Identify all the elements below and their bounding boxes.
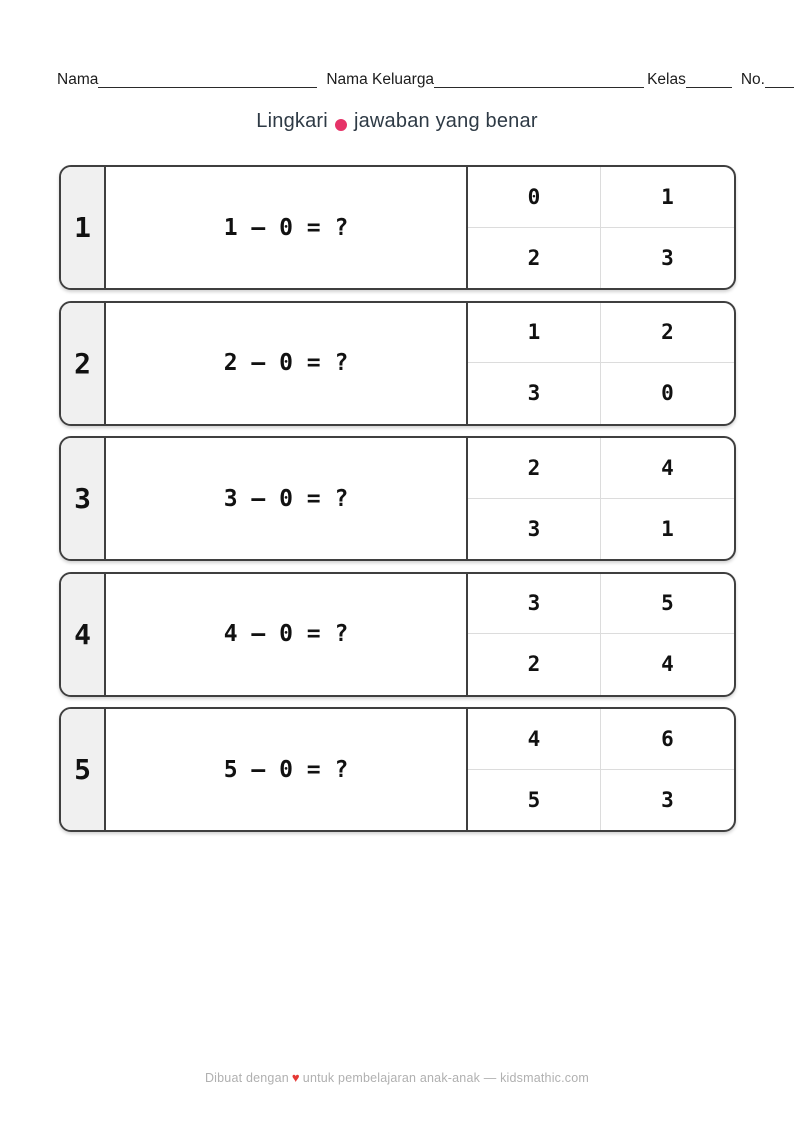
answer-cell: 4: [601, 438, 734, 499]
title-prefix: Lingkari: [256, 110, 328, 132]
no-fill-line: [765, 78, 794, 88]
problem-number: 3: [61, 438, 106, 559]
problem-question: 2 – 0 = ?: [223, 350, 349, 376]
answer-cell: 2: [468, 438, 601, 499]
answer-cell: 4: [661, 652, 674, 677]
answer-cell: 2: [468, 228, 601, 289]
footer-prefix: Dibuat dengan: [204, 1071, 289, 1085]
heart-icon: ♥: [291, 1070, 300, 1085]
circle-icon: [335, 119, 347, 131]
problem-number: 4: [61, 574, 106, 695]
footer-note: [0, 1070, 794, 1085]
problem-question: 3 – 0 = ?: [223, 485, 349, 512]
no-label: No.: [740, 71, 765, 89]
problem-card-5: [59, 707, 736, 832]
answer-cell: 3: [468, 499, 601, 560]
problem-number: 1: [61, 167, 106, 288]
problem-number: 2: [61, 303, 106, 424]
answer-cell: 4: [468, 709, 601, 770]
answer-cell: 3: [468, 363, 601, 424]
answer-cell: 0: [468, 167, 601, 228]
footer-suffix: untuk pembelajaran anak-anak — kidsmathic.com: [302, 1071, 590, 1085]
problem-question: 4 – 0 = ?: [223, 621, 349, 647]
problem-card-2: [59, 301, 736, 426]
answer-cell: 1: [468, 303, 601, 364]
name-fields-header: [57, 64, 794, 90]
answer-cell: 0: [661, 381, 674, 406]
title-suffix: jawaban yang benar: [353, 110, 538, 132]
answer-grid: [466, 303, 734, 424]
problem-number: 5: [61, 709, 106, 830]
kelas-fill-line: [686, 78, 732, 88]
answer-cell: 3: [661, 787, 674, 812]
problem-card-3: [59, 436, 736, 561]
problem-list: [59, 165, 736, 832]
nama-label: Nama: [57, 71, 99, 89]
answer-cell: 5: [601, 574, 734, 635]
nama-keluarga-label: Nama Keluarga: [326, 71, 435, 89]
answer-grid: [466, 167, 734, 288]
answer-cell: 6: [601, 709, 734, 770]
answer-grid: [466, 438, 734, 559]
problem-question: 5 – 0 = ?: [223, 756, 349, 783]
nama-fill-line: [98, 78, 317, 88]
answer-cell: 1: [661, 516, 674, 541]
problem-card-4: [59, 572, 736, 697]
kelas-label: Kelas: [647, 71, 686, 89]
problem-question: 1 – 0 = ?: [223, 214, 349, 241]
problem-card-1: [59, 165, 736, 290]
answer-cell: 2: [601, 303, 734, 364]
answer-cell: 3: [661, 245, 674, 270]
answer-grid: [466, 574, 734, 695]
nama-keluarga-fill-line: [434, 78, 644, 88]
answer-cell: 3: [468, 574, 601, 635]
answer-cell: 2: [468, 634, 601, 695]
answer-cell: 1: [601, 167, 734, 228]
answer-cell: 5: [468, 770, 601, 831]
answer-grid: [466, 709, 734, 830]
page-title: [0, 110, 794, 133]
